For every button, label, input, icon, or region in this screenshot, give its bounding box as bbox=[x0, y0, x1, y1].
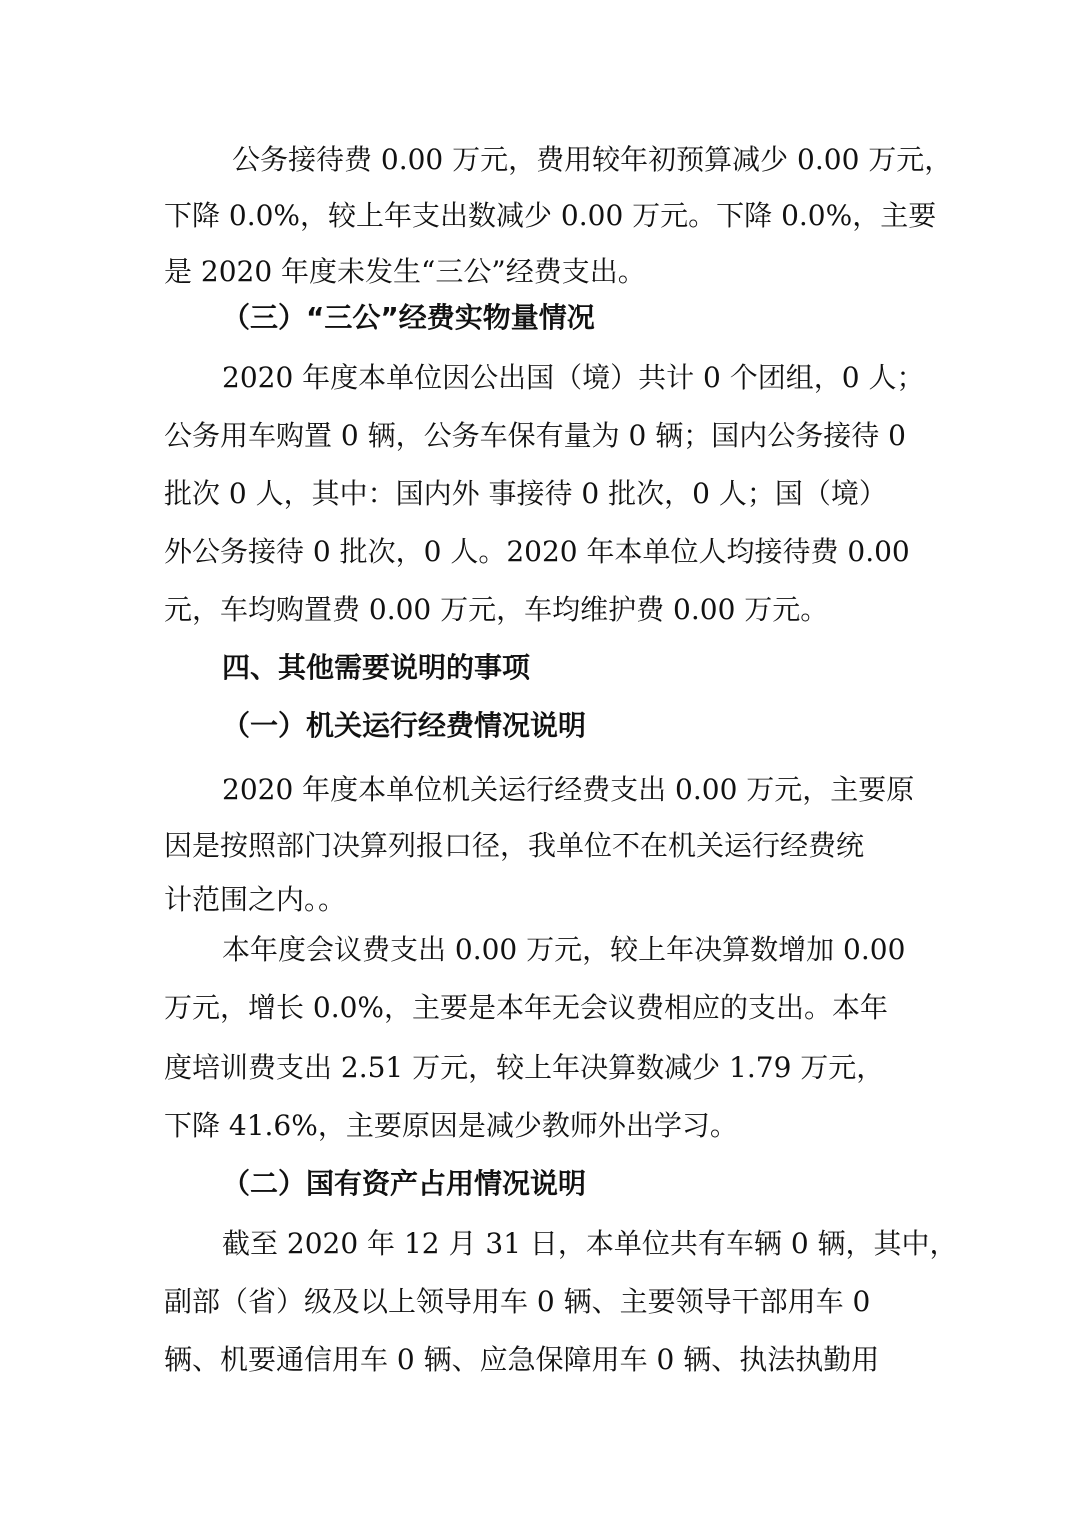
section-heading: （二）国有资产占用情况说明 bbox=[222, 1167, 587, 1200]
paragraph-line: 副部（省）级及以上领导用车 0 辆、主要领导干部用车 0 bbox=[164, 1285, 871, 1318]
paragraph-line: 下降 41.6%，主要原因是减少教师外出学习。 bbox=[164, 1109, 738, 1142]
paragraph-line: 因是按照部门决算列报口径，我单位不在机关运行经费统 bbox=[164, 829, 865, 862]
paragraph-line: 计范围之内。。 bbox=[164, 883, 347, 916]
paragraph-line: 辆、机要通信用车 0 辆、应急保障用车 0 辆、执法执勤用 bbox=[164, 1343, 880, 1376]
paragraph-line: 万元，增长 0.0%，主要是本年无会议费相应的支出。本年 bbox=[164, 991, 889, 1024]
paragraph-line: 2020 年度本单位因公出国（境）共计 0 个团组，0 人； bbox=[222, 361, 925, 394]
section-heading: （三）“三公”经费实物量情况 bbox=[222, 301, 595, 334]
paragraph-line: 批次 0 人，其中：国内外 事接待 0 批次，0 人；国（境） bbox=[164, 477, 887, 510]
paragraph-line: 下降 0.0%，较上年支出数减少 0.00 万元。下降 0.0%，主要 bbox=[164, 199, 937, 232]
paragraph-line: 截至 2020 年 12 月 31 日，本单位共有车辆 0 辆，其中， bbox=[222, 1227, 958, 1260]
paragraph-line: 外公务接待 0 批次，0 人。2020 年本单位人均接待费 0.00 bbox=[164, 535, 910, 568]
paragraph-line: 度培训费支出 2.51 万元，较上年决算数减少 1.79 万元， bbox=[164, 1051, 885, 1084]
section-heading: 四、其他需要说明的事项 bbox=[222, 651, 531, 684]
paragraph-line: 公务接待费 0.00 万元，费用较年初预算减少 0.00 万元， bbox=[232, 143, 953, 176]
paragraph-line: 2020 年度本单位机关运行经费支出 0.00 万元，主要原 bbox=[222, 773, 915, 806]
paragraph-line: 是 2020 年度未发生“三公”经费支出。 bbox=[164, 255, 646, 288]
paragraph-line: 本年度会议费支出 0.00 万元，较上年决算数增加 0.00 bbox=[222, 933, 906, 966]
paragraph-line: 元，车均购置费 0.00 万元，车均维护费 0.00 万元。 bbox=[164, 593, 829, 626]
section-heading: （一）机关运行经费情况说明 bbox=[222, 709, 587, 742]
paragraph-line: 公务用车购置 0 辆，公务车保有量为 0 辆；国内公务接待 0 bbox=[164, 419, 906, 452]
